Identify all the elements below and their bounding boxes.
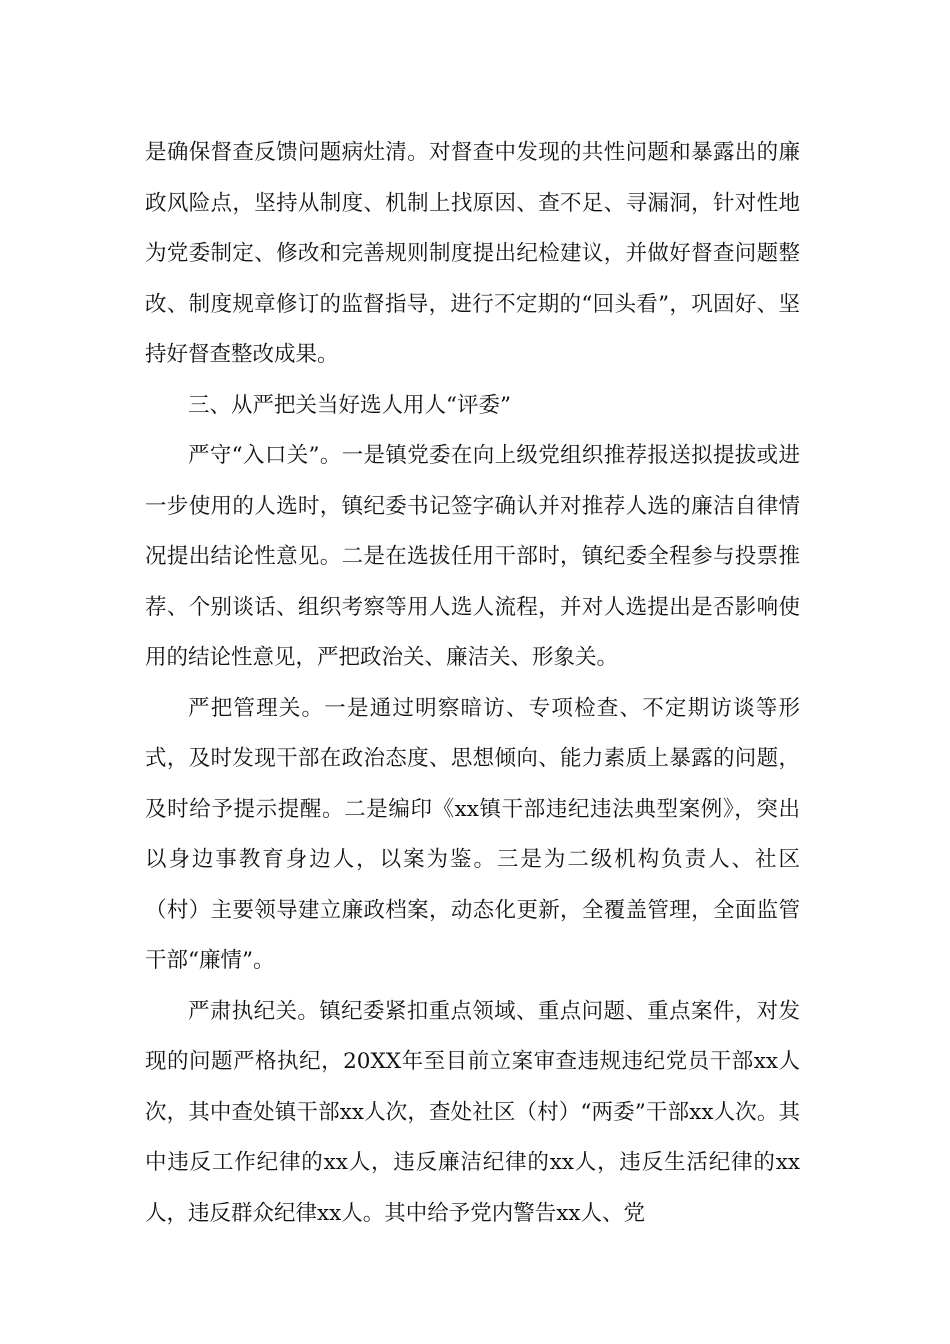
section-heading: 三、从严把关当好选人用人“评委”	[188, 392, 511, 418]
paragraph-management: 严把管理关。一是通过明察暗访、专项检查、不定期访谈等形式，及时发现干部在政治态度、思想倾向、能力素质上暴露的问题，及时给予提示提醒。二是编印《xx镇干部违纪违法典型案例》，突出以身边事教育身边人，以案为鉴。三是为二级机构负责人、社区（村）主要领导建立廉政档案，动态化更新，全覆盖管理，全面监管干部“廉情”。	[145, 695, 800, 973]
document-body	[145, 128, 800, 1239]
paragraph-continued: 是确保督查反馈问题病灶清。对督查中发现的共性问题和暴露出的廉政风险点，坚持从制度、机制上找原因、查不足、寻漏洞，针对性地为党委制定、修改和完善规则制度提出纪检建议，并做好督查问题整改、制度规章修订的监督指导，进行不定期的“回头看”，巩固好、坚持好督查整改成果。	[145, 140, 800, 367]
paragraph-discipline: 严肃执纪关。镇纪委紧扣重点领域、重点问题、重点案件，对发现的问题严格执纪，20XX年至目前立案审查违规违纪党员干部xx人次，其中查处镇干部xx人次，查处社区（村）“两委”干部xx人次。其中违反工作纪律的xx人，违反廉洁纪律的xx人，违反生活纪律的xx人，违反群众纪律xx人。其中给予党内警告xx人、党	[145, 998, 800, 1226]
paragraph-entry-gate: 严守“入口关”。一是镇党委在向上级党组织推荐报送拟提拔或进一步使用的人选时，镇纪委书记签字确认并对推荐人选的廉洁自律情况提出结论性意见。二是在选拔任用干部时，镇纪委全程参与投票推荐、个别谈话、组织考察等用人选人流程，并对人选提出是否影响使用的结论性意见，严把政治关、廉洁关、形象关。	[145, 443, 800, 670]
